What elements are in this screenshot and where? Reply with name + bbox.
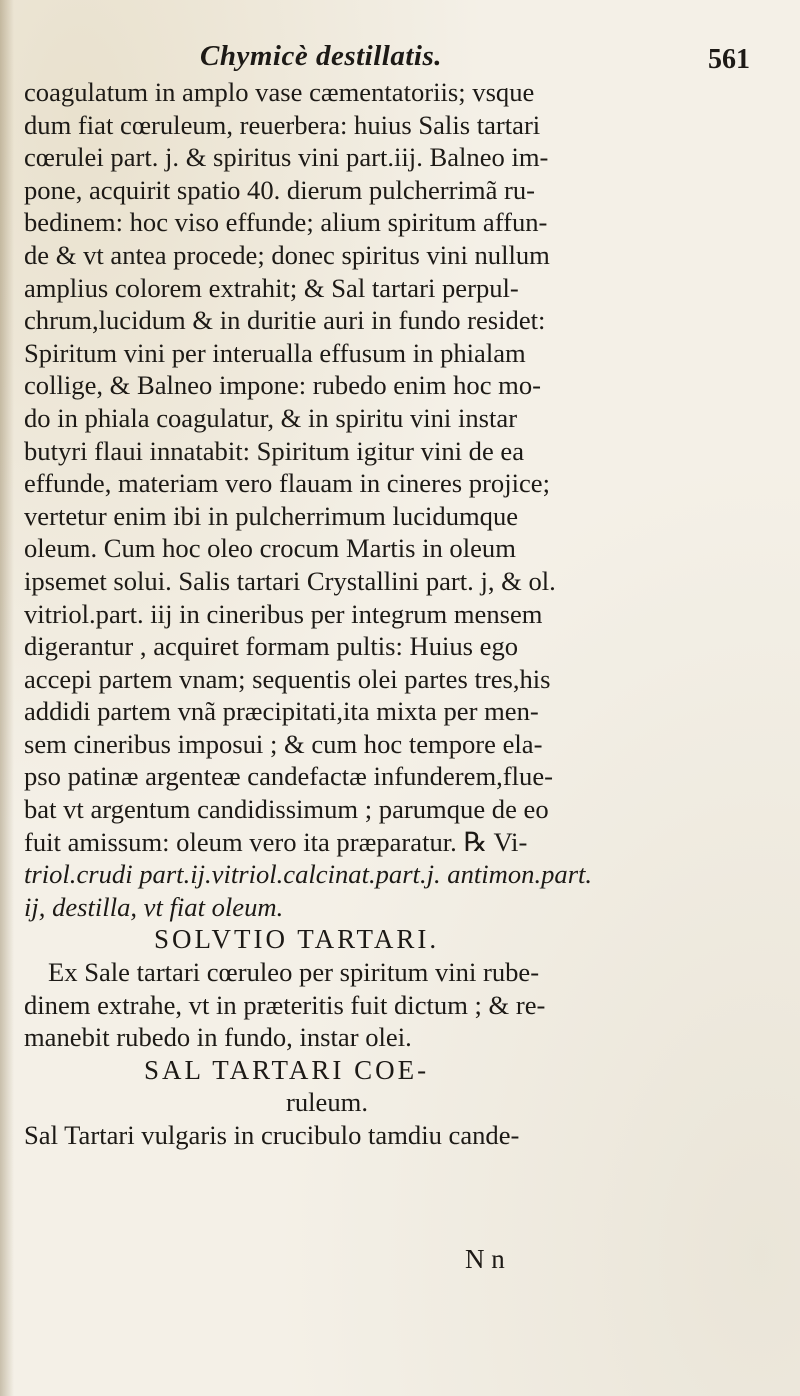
text-line: ipsemet solui. Salis tartari Crystallini part. j, & ol. <box>24 565 556 596</box>
text-line: vertetur enim ibi in pulcherrimum lucidumque <box>24 500 519 531</box>
text-line: sem cineribus imposui ; & cum hoc tempore ela- <box>24 728 543 759</box>
signature-mark: N n <box>465 1244 505 1274</box>
text-line: Ex Sale tartari cœruleo per spiritum vini rube- <box>48 957 540 988</box>
text-line: ruleum. <box>286 1087 368 1118</box>
text-line: fuit amissum: oleum vero ita præparatur. ℞ Vi- <box>24 826 528 857</box>
text-line: dinem extrahe, vt in præteritis fuit dictum ; & re- <box>24 989 546 1020</box>
body-text <box>24 76 794 1152</box>
text-line: oleum. Cum hoc oleo crocum Martis in oleum <box>24 533 516 564</box>
text-line: de & vt antea procede; donec spiritus vini nullum <box>24 239 550 270</box>
text-line: Spiritum vini per interualla effusum in phialam <box>24 337 526 368</box>
text-line: coagulatum in amplo vase cæmentatoriis; vsque <box>24 77 535 107</box>
text-line: collige, & Balneo impone: rubedo enim hoc mo- <box>24 370 541 401</box>
text-line: pso patinæ argenteæ candefactæ infunderem,flue- <box>24 761 553 792</box>
text-line: bat vt argentum candidissimum ; parumque de eo <box>24 794 549 825</box>
text-line: butyri flaui innatabit: Spiritum igitur vini de ea <box>24 435 525 466</box>
text-line: amplius colorem extrahit; & Sal tartari perpul- <box>24 272 519 303</box>
text-line: Sal Tartari vulgaris in crucibulo tamdiu cande- <box>24 1120 520 1150</box>
text-line: bedinem: hoc viso effunde; alium spiritum affun- <box>24 207 548 238</box>
text-line: digerantur , acquiret formam pultis: Huius ego <box>24 631 519 662</box>
running-head: Chymicè destillatis. <box>200 40 442 72</box>
text-line: effunde, materiam vero flauam in cineres projice; <box>24 468 550 499</box>
section-heading: SAL TARTARI COE- <box>144 1054 430 1085</box>
section-heading: SOLVTIO TARTARI. <box>154 924 440 955</box>
text-line: accepi partem vnam; sequentis olei partes tres,his <box>24 663 551 694</box>
text-line: addidi partem vnã præcipitati,ita mixta per men- <box>24 696 539 727</box>
text-line: vitriol.part. iij in cineribus per integrum mensem <box>24 598 543 629</box>
text-line: ij, destilla, vt fiat oleum. <box>24 891 284 922</box>
text-line: cœrulei part. j. & spiritus vini part.iij. Balneo im- <box>24 142 549 173</box>
text-line: manebit rubedo in fundo, instar olei. <box>24 1022 412 1053</box>
text-line: chrum,lucidum & in duritie auri in fundo residet: <box>24 305 546 336</box>
page-gutter-shadow <box>0 0 14 1396</box>
text-line: pone, acquirit spatio 40. dierum pulcherrimã ru- <box>24 174 536 205</box>
text-line: do in phiala coagulatur, & in spiritu vini instar <box>24 402 518 433</box>
page-number: 561 <box>708 44 750 75</box>
text-line: triol.crudi part.ij.vitriol.calcinat.part.j. antimon.part. <box>24 859 593 890</box>
text-line: dum fiat cœruleum, reuerbera: huius Salis tartari <box>24 109 541 140</box>
